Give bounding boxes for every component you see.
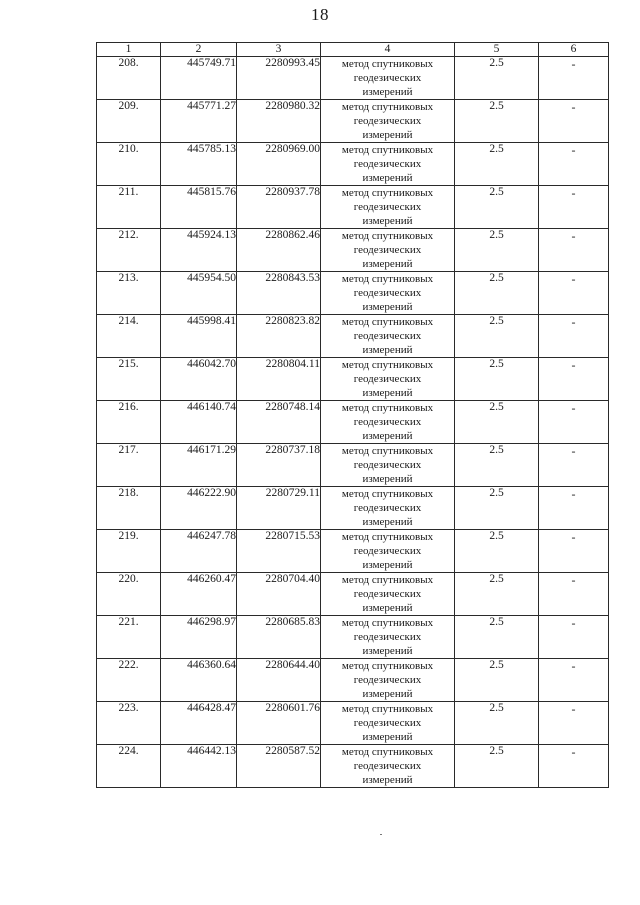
x-coordinate-cell: 445924.13 (161, 229, 237, 272)
point-number-cell: 224. (97, 745, 161, 788)
point-number-cell: 218. (97, 487, 161, 530)
method-cell (321, 616, 455, 659)
method-text-line: измерений (362, 301, 413, 313)
accuracy-cell: 2.5 (455, 444, 539, 487)
note-cell: - (539, 745, 609, 788)
y-coordinate-cell: 2280644.40 (237, 659, 321, 702)
note-cell: - (539, 616, 609, 659)
method-text-line: измерений (362, 129, 413, 141)
table-row (97, 487, 609, 530)
method-text-line: измерений (362, 602, 413, 614)
method-text-line: измерений (362, 387, 413, 399)
page-number: 18 (311, 5, 329, 24)
method-cell (321, 186, 455, 229)
point-number-cell: 221. (97, 616, 161, 659)
method-text-line: метод спутниковых (341, 703, 434, 715)
y-coordinate-cell: 2280980.32 (237, 100, 321, 143)
method-text-line: геодезических (353, 115, 422, 127)
method-cell (321, 57, 455, 100)
method-text-line: метод спутниковых (341, 746, 434, 758)
note-cell: - (539, 444, 609, 487)
column-header-4: 4 (321, 43, 455, 57)
accuracy-cell: 2.5 (455, 745, 539, 788)
point-number-cell: 217. (97, 444, 161, 487)
note-cell: - (539, 186, 609, 229)
method-text-line: измерений (362, 172, 413, 184)
table-row (97, 702, 609, 745)
method-cell (321, 530, 455, 573)
method-text-line: геодезических (353, 244, 422, 256)
method-text-line: геодезических (353, 459, 422, 471)
method-text-line: метод спутниковых (341, 359, 434, 371)
column-header-6: 6 (539, 43, 609, 57)
column-header-2: 2 (161, 43, 237, 57)
method-text-line: геодезических (353, 201, 422, 213)
method-text-line: метод спутниковых (341, 273, 434, 285)
method-text-line: метод спутниковых (341, 187, 434, 199)
method-text-line: измерений (362, 430, 413, 442)
y-coordinate-cell: 2280862.46 (237, 229, 321, 272)
method-cell (321, 100, 455, 143)
y-coordinate-cell: 2280704.40 (237, 573, 321, 616)
x-coordinate-cell: 445785.13 (161, 143, 237, 186)
column-header-5: 5 (455, 43, 539, 57)
note-cell: - (539, 659, 609, 702)
point-number-cell: 211. (97, 186, 161, 229)
x-coordinate-cell: 446442.13 (161, 745, 237, 788)
table-row (97, 272, 609, 315)
method-cell (321, 745, 455, 788)
accuracy-cell: 2.5 (455, 100, 539, 143)
point-number-cell: 220. (97, 573, 161, 616)
x-coordinate-cell: 446360.64 (161, 659, 237, 702)
accuracy-cell: 2.5 (455, 616, 539, 659)
method-text-line: геодезических (353, 674, 422, 686)
x-coordinate-cell: 446222.90 (161, 487, 237, 530)
x-coordinate-cell: 445954.50 (161, 272, 237, 315)
method-text-line: измерений (362, 215, 413, 227)
accuracy-cell: 2.5 (455, 487, 539, 530)
point-number-cell: 219. (97, 530, 161, 573)
accuracy-cell: 2.5 (455, 143, 539, 186)
accuracy-cell: 2.5 (455, 401, 539, 444)
method-text-line: геодезических (353, 373, 422, 385)
note-cell: - (539, 487, 609, 530)
y-coordinate-cell: 2280843.53 (237, 272, 321, 315)
point-number-cell: 215. (97, 358, 161, 401)
point-number-cell: 223. (97, 702, 161, 745)
point-number-cell: 222. (97, 659, 161, 702)
method-cell (321, 315, 455, 358)
table-row (97, 573, 609, 616)
accuracy-cell: 2.5 (455, 315, 539, 358)
table-header-row (97, 43, 609, 57)
method-text-line: геодезических (353, 588, 422, 600)
point-number-cell: 208. (97, 57, 161, 100)
point-number-cell: 209. (97, 100, 161, 143)
method-text-line: геодезических (353, 158, 422, 170)
coordinates-table (96, 42, 609, 788)
method-text-line: измерений (362, 774, 413, 786)
x-coordinate-cell: 446298.97 (161, 616, 237, 659)
table-row (97, 143, 609, 186)
method-text-line: метод спутниковых (341, 58, 434, 70)
x-coordinate-cell: 446247.78 (161, 530, 237, 573)
method-cell (321, 487, 455, 530)
point-number-cell: 216. (97, 401, 161, 444)
method-text-line: метод спутниковых (341, 402, 434, 414)
note-cell: - (539, 272, 609, 315)
y-coordinate-cell: 2280737.18 (237, 444, 321, 487)
x-coordinate-cell: 446171.29 (161, 444, 237, 487)
accuracy-cell: 2.5 (455, 659, 539, 702)
point-number-cell: 213. (97, 272, 161, 315)
accuracy-cell: 2.5 (455, 272, 539, 315)
y-coordinate-cell: 2280587.52 (237, 745, 321, 788)
table-row (97, 616, 609, 659)
accuracy-cell: 2.5 (455, 57, 539, 100)
method-text-line: измерений (362, 258, 413, 270)
y-coordinate-cell: 2280601.76 (237, 702, 321, 745)
accuracy-cell: 2.5 (455, 229, 539, 272)
note-cell: - (539, 401, 609, 444)
method-text-line: геодезических (353, 287, 422, 299)
table-row (97, 530, 609, 573)
y-coordinate-cell: 2280804.11 (237, 358, 321, 401)
method-text-line: геодезических (353, 72, 422, 84)
method-text-line: измерений (362, 688, 413, 700)
method-text-line: метод спутниковых (341, 230, 434, 242)
method-text-line: геодезических (353, 545, 422, 557)
method-cell (321, 143, 455, 186)
method-text-line: геодезических (353, 717, 422, 729)
y-coordinate-cell: 2280748.14 (237, 401, 321, 444)
note-cell: - (539, 143, 609, 186)
x-coordinate-cell: 445749.71 (161, 57, 237, 100)
scan-speck (380, 834, 382, 835)
method-text-line: метод спутниковых (341, 660, 434, 672)
accuracy-cell: 2.5 (455, 573, 539, 616)
x-coordinate-cell: 445998.41 (161, 315, 237, 358)
x-coordinate-cell: 446260.47 (161, 573, 237, 616)
table-row (97, 100, 609, 143)
table-row (97, 186, 609, 229)
y-coordinate-cell: 2280729.11 (237, 487, 321, 530)
point-number-cell: 212. (97, 229, 161, 272)
point-number-cell: 214. (97, 315, 161, 358)
method-text-line: метод спутниковых (341, 574, 434, 586)
table-row (97, 659, 609, 702)
method-text-line: метод спутниковых (341, 617, 434, 629)
table-row (97, 57, 609, 100)
method-cell (321, 659, 455, 702)
method-text-line: геодезических (353, 416, 422, 428)
table-row (97, 444, 609, 487)
method-cell (321, 401, 455, 444)
method-text-line: измерений (362, 473, 413, 485)
y-coordinate-cell: 2280993.45 (237, 57, 321, 100)
method-text-line: геодезических (353, 760, 422, 772)
column-header-3: 3 (237, 43, 321, 57)
method-text-line: метод спутниковых (341, 488, 434, 500)
method-text-line: метод спутниковых (341, 316, 434, 328)
y-coordinate-cell: 2280969.00 (237, 143, 321, 186)
accuracy-cell: 2.5 (455, 530, 539, 573)
accuracy-cell: 2.5 (455, 186, 539, 229)
method-cell (321, 573, 455, 616)
x-coordinate-cell: 446140.74 (161, 401, 237, 444)
method-cell (321, 358, 455, 401)
note-cell: - (539, 229, 609, 272)
note-cell: - (539, 57, 609, 100)
note-cell: - (539, 100, 609, 143)
method-text-line: метод спутниковых (341, 445, 434, 457)
y-coordinate-cell: 2280823.82 (237, 315, 321, 358)
method-cell (321, 444, 455, 487)
method-text-line: метод спутниковых (341, 531, 434, 543)
y-coordinate-cell: 2280715.53 (237, 530, 321, 573)
method-cell (321, 229, 455, 272)
method-text-line: измерений (362, 645, 413, 657)
method-text-line: измерений (362, 559, 413, 571)
x-coordinate-cell: 445815.76 (161, 186, 237, 229)
x-coordinate-cell: 446428.47 (161, 702, 237, 745)
method-text-line: геодезических (353, 631, 422, 643)
point-number-cell: 210. (97, 143, 161, 186)
table-row (97, 401, 609, 444)
x-coordinate-cell: 446042.70 (161, 358, 237, 401)
method-text-line: геодезических (353, 502, 422, 514)
y-coordinate-cell: 2280685.83 (237, 616, 321, 659)
method-text-line: измерений (362, 344, 413, 356)
note-cell: - (539, 573, 609, 616)
note-cell: - (539, 315, 609, 358)
note-cell: - (539, 530, 609, 573)
method-text-line: метод спутниковых (341, 101, 434, 113)
method-text-line: измерений (362, 86, 413, 98)
x-coordinate-cell: 445771.27 (161, 100, 237, 143)
table-row (97, 358, 609, 401)
table-row (97, 745, 609, 788)
note-cell: - (539, 702, 609, 745)
column-header-1: 1 (97, 43, 161, 57)
note-cell: - (539, 358, 609, 401)
table-row (97, 315, 609, 358)
method-cell (321, 272, 455, 315)
method-text-line: измерений (362, 516, 413, 528)
table-row (97, 229, 609, 272)
method-cell (321, 702, 455, 745)
method-text-line: метод спутниковых (341, 144, 434, 156)
accuracy-cell: 2.5 (455, 358, 539, 401)
y-coordinate-cell: 2280937.78 (237, 186, 321, 229)
method-text-line: геодезических (353, 330, 422, 342)
method-text-line: измерений (362, 731, 413, 743)
accuracy-cell: 2.5 (455, 702, 539, 745)
